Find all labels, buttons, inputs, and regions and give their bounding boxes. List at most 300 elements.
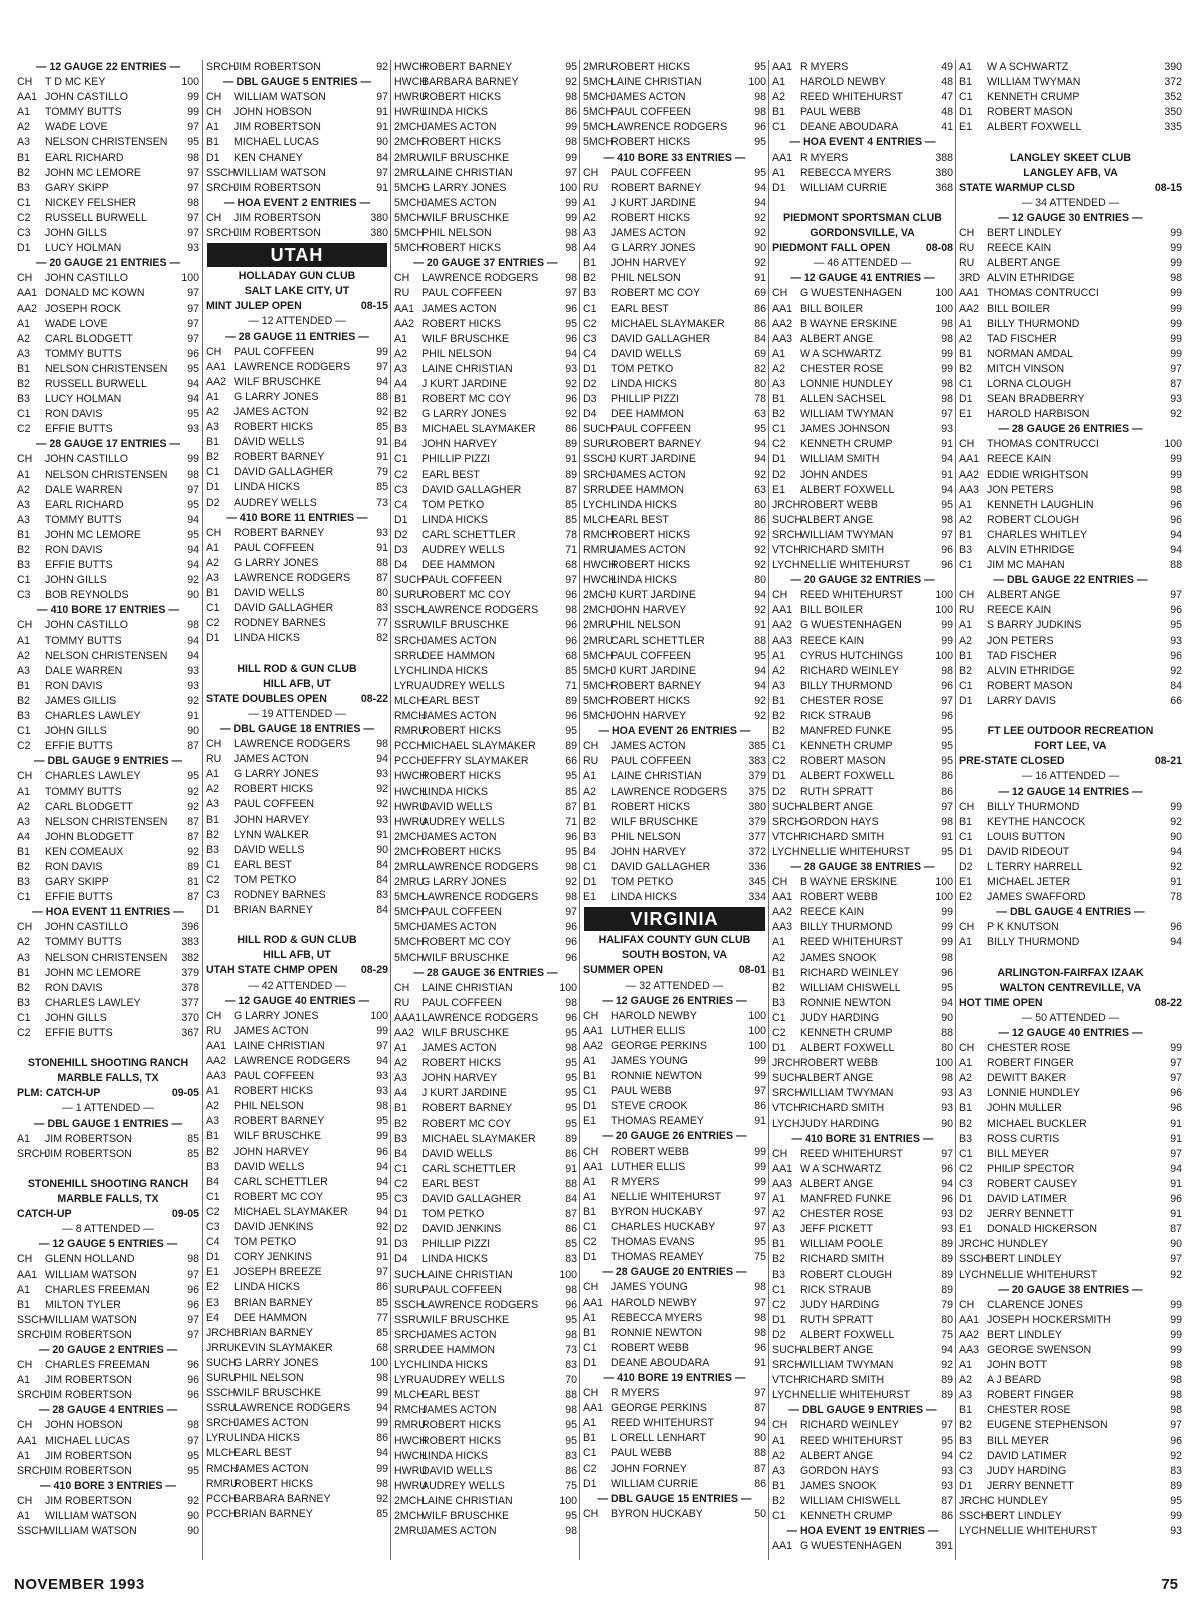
shooter-name: DAVID GALLAGHER — [611, 860, 711, 873]
shooter-name: WILLIAM WATSON — [234, 91, 326, 104]
shooter-name: BARBARA BARNEY — [422, 76, 519, 89]
shooter-name: ROBERT BARNEY — [234, 1115, 325, 1128]
result-row — [769, 754, 956, 769]
shooter-name: ROBERT HICKS — [422, 845, 502, 858]
score: 86 — [941, 770, 953, 783]
class-label: C1 — [959, 830, 973, 843]
shooter-name: DEWITT BAKER — [987, 1072, 1067, 1085]
class-label: CH — [206, 211, 222, 224]
score: 91 — [1170, 1117, 1182, 1130]
class-label: A2 — [206, 1100, 219, 1113]
shooter-name: LAWRENCE RODGERS — [234, 1402, 351, 1415]
result-row — [203, 1326, 391, 1341]
class-label: A2 — [206, 556, 219, 569]
score: 95 — [565, 1027, 577, 1039]
class-label: B3 — [17, 181, 30, 194]
class-label: E2 — [206, 1281, 219, 1294]
score: 77 — [376, 1311, 388, 1324]
score: 98 — [565, 136, 577, 149]
shooter-name: JAMES ACTON — [611, 227, 686, 240]
shooter-name: JOHN GILLS — [45, 227, 107, 240]
class-label: B1 — [394, 393, 407, 406]
class-label: CH — [959, 438, 975, 451]
shooter-name: JOHN HARVEY — [422, 438, 498, 451]
result-row — [203, 420, 391, 435]
result-row — [956, 1132, 1185, 1147]
result-row — [14, 1026, 202, 1041]
class-label: 5MCH — [394, 242, 425, 255]
shooter-name: C HUNDLEY — [987, 1494, 1049, 1507]
result-row — [391, 724, 580, 739]
result-row — [956, 407, 1185, 422]
shooter-name: JOHN FORNEY — [611, 1462, 687, 1475]
class-label: C1 — [206, 858, 220, 871]
class-label: PCCH — [206, 1492, 237, 1505]
score: 96 — [565, 936, 577, 949]
result-row — [391, 588, 580, 603]
score: 100 — [935, 649, 953, 662]
result-row — [203, 541, 391, 556]
shooter-name: ROBERT WEBB — [611, 1145, 689, 1158]
class-label: C2 — [17, 740, 31, 753]
shooter-name: G LARRY JONES — [422, 876, 507, 889]
result-row — [391, 90, 580, 105]
score: 367 — [181, 1027, 199, 1039]
score: 87 — [565, 483, 577, 496]
class-label: C1 — [583, 1085, 597, 1098]
score: 99 — [754, 1160, 766, 1173]
score: 379 — [748, 815, 766, 828]
class-label: SRCH — [206, 227, 237, 240]
class-label: D3 — [394, 1238, 408, 1251]
score: 99 — [376, 1130, 388, 1143]
score: 388 — [935, 151, 953, 164]
score: 90 — [1170, 1238, 1182, 1251]
class-label: CH — [394, 272, 410, 285]
class-label: C2 — [206, 617, 220, 630]
result-row — [391, 1328, 580, 1343]
score: 91 — [376, 541, 388, 554]
score: 97 — [376, 1039, 388, 1052]
score: 88 — [754, 1447, 766, 1460]
result-row — [203, 151, 391, 166]
score: 91 — [376, 1236, 388, 1249]
shooter-name: RON DAVIS — [45, 981, 103, 994]
result-row — [580, 1401, 769, 1416]
score: 92 — [376, 783, 388, 796]
score: 94 — [376, 1160, 388, 1173]
shooter-name: REECE KAIN — [987, 604, 1052, 617]
shooter-name: JOHN GILLS — [45, 725, 107, 738]
class-label: 2MRU — [583, 61, 614, 73]
result-row — [769, 1313, 956, 1328]
class-label: C2 — [772, 438, 786, 451]
result-row — [203, 1175, 391, 1190]
class-label: C4 — [394, 498, 408, 511]
shooter-name: ROBERT HICKS — [422, 1434, 502, 1447]
shooter-name: JAMES SWAFFORD — [987, 891, 1086, 904]
class-label: B1 — [206, 587, 219, 600]
shooter-name: JOHN HARVEY — [234, 813, 310, 826]
class-label: A2 — [772, 664, 785, 677]
result-row — [391, 679, 580, 694]
shooter-name: STEVE CROOK — [611, 1100, 688, 1113]
result-row — [769, 286, 956, 301]
class-label: 5MCH — [394, 891, 425, 904]
shooter-name: GEORGE PERKINS — [611, 1402, 707, 1415]
score: 66 — [1170, 694, 1182, 707]
score: 92 — [187, 694, 199, 707]
class-label: LYCH — [394, 664, 422, 677]
class-label: AA1 — [772, 1162, 793, 1175]
gauge-heading: — 28 GAUGE 38 ENTRIES — — [790, 860, 935, 873]
class-label: 2MRU — [583, 619, 614, 632]
score: 100 — [935, 589, 953, 602]
score: 71 — [565, 679, 577, 692]
result-row — [580, 1084, 769, 1099]
shooter-name: JOHN MC LEMORE — [45, 166, 141, 179]
score: 85 — [187, 1132, 199, 1145]
score: 100 — [1164, 438, 1182, 451]
class-label: D3 — [394, 544, 408, 556]
class-label: C1 — [583, 1221, 597, 1234]
shooter-name: PHILLIP PIZZI — [422, 453, 491, 466]
class-label: C4 — [583, 347, 597, 360]
shooter-name: BILLY THURMOND — [800, 921, 893, 934]
class-label: A3 — [17, 136, 30, 149]
result-row — [14, 1268, 202, 1283]
score: 99 — [187, 453, 199, 466]
result-row — [203, 1205, 391, 1220]
score: 85 — [565, 1238, 577, 1251]
result-row — [956, 286, 1185, 301]
result-row — [14, 769, 202, 784]
score: 84 — [376, 151, 388, 164]
shooter-name: CARL BLODGETT — [45, 332, 133, 345]
class-label: A2 — [959, 332, 972, 345]
score: 85 — [376, 1326, 388, 1339]
shooter-name: KENNETH LAUGHLIN — [987, 498, 1094, 511]
class-label: A3 — [206, 1115, 219, 1128]
class-label: A1 — [583, 1175, 596, 1188]
score: 100 — [181, 272, 199, 285]
result-row — [391, 226, 580, 241]
result-row — [956, 75, 1185, 90]
class-label: A2 — [17, 936, 30, 949]
class-label: AA2 — [959, 468, 980, 481]
shooter-name: PHILLIP PIZZI — [611, 393, 680, 406]
result-row — [769, 422, 956, 437]
score: 99 — [1170, 1328, 1182, 1341]
shooter-name: JOHN CASTILLO — [45, 921, 129, 934]
shooter-name: B WAYNE ERSKINE — [800, 317, 898, 330]
result-row — [391, 860, 580, 875]
result-row — [580, 498, 769, 513]
score: 335 — [1164, 121, 1182, 134]
class-label: E3 — [206, 1296, 219, 1309]
club-heading: GORDONSVILLE, VA — [810, 227, 915, 240]
result-row — [14, 573, 202, 588]
shooter-name: JEFFRY SLAYMAKER — [422, 755, 529, 768]
class-label: B3 — [17, 876, 30, 889]
score: 92 — [754, 694, 766, 707]
shooter-name: W A SCHWARTZ — [987, 61, 1069, 73]
score: 380 — [748, 800, 766, 813]
result-row — [769, 437, 956, 452]
class-label: C1 — [206, 466, 220, 479]
shooter-name: PHILIP SPECTOR — [987, 1162, 1075, 1175]
score: 92 — [754, 227, 766, 240]
class-label: AA2 — [772, 906, 793, 919]
shooter-name: DAVID GALLAGHER — [422, 483, 522, 496]
score: 95 — [941, 725, 953, 738]
score: 368 — [935, 181, 953, 194]
result-row — [203, 1507, 391, 1522]
result-row — [14, 860, 202, 875]
result-row — [14, 90, 202, 105]
gauge-heading: — DBL GAUGE 9 ENTRIES — — [33, 755, 183, 768]
class-label: D1 — [959, 1479, 973, 1492]
score: 71 — [565, 544, 577, 556]
shooter-name: ROBERT CLOUGH — [987, 513, 1080, 526]
shooter-name: JAMES ACTON — [422, 1042, 497, 1055]
shooter-name: AUDREY WELLS — [422, 815, 505, 828]
score: 97 — [187, 317, 199, 330]
score: 83 — [565, 1253, 577, 1266]
score: 97 — [187, 1434, 199, 1447]
class-label: B1 — [17, 1298, 30, 1311]
class-label: C1 — [772, 423, 786, 436]
score: 98 — [565, 1328, 577, 1341]
score: 98 — [376, 1100, 388, 1113]
result-row — [580, 890, 769, 905]
class-label: AA3 — [772, 921, 793, 934]
score: 98 — [376, 1371, 388, 1384]
class-label: C2 — [772, 1298, 786, 1311]
class-label: B1 — [583, 1326, 596, 1339]
result-row — [580, 105, 769, 120]
score: 98 — [565, 272, 577, 285]
score: 92 — [754, 604, 766, 617]
shooter-name: A J BEARD — [987, 1374, 1042, 1387]
result-row — [769, 483, 956, 498]
result-row — [956, 1192, 1185, 1207]
score: 94 — [376, 1175, 388, 1188]
score: 89 — [941, 1238, 953, 1251]
class-label: 5MCH — [583, 106, 614, 119]
result-row — [956, 1373, 1185, 1388]
shooter-name: LONNIE HUNDLEY — [987, 1087, 1081, 1100]
shooter-name: CARL SCHETTLER — [234, 1175, 328, 1188]
class-label: LYCH — [772, 845, 800, 858]
club-heading: WALTON CENTREVILLE, VA — [999, 981, 1142, 994]
shooter-name: JOHN ANDES — [800, 468, 868, 481]
class-label: RU — [583, 755, 599, 768]
score: 70 — [565, 1374, 577, 1387]
score: 98 — [754, 91, 766, 104]
class-label: HWCH — [394, 76, 427, 89]
result-row — [580, 558, 769, 573]
shooter-name: REED WHITEHURST — [800, 589, 903, 602]
attendance: — 12 ATTENDED — — [248, 315, 346, 328]
gauge-heading: — 12 GAUGE 5 ENTRIES — — [38, 1238, 178, 1251]
class-label: B2 — [17, 694, 30, 707]
score: 87 — [187, 740, 199, 753]
class-label: RU — [394, 996, 410, 1009]
section-spacer — [203, 646, 391, 661]
event-title — [956, 996, 1185, 1011]
score: 350 — [1164, 106, 1182, 119]
result-row — [580, 1326, 769, 1341]
result-row — [769, 1086, 956, 1101]
gauge-heading: — 28 GAUGE 4 ENTRIES — — [38, 1404, 178, 1417]
score: 91 — [754, 1356, 766, 1369]
class-label: B3 — [394, 423, 407, 436]
result-row — [203, 1235, 391, 1250]
shooter-name: LAWRENCE RODGERS — [422, 604, 539, 617]
result-row — [14, 120, 202, 135]
result-row — [956, 830, 1185, 845]
result-row — [203, 166, 391, 181]
result-row — [391, 513, 580, 528]
class-label: D1 — [394, 513, 408, 526]
result-row — [769, 302, 956, 317]
result-row — [391, 815, 580, 830]
class-label: VTCH — [772, 1102, 801, 1115]
shooter-name: KENNETH CRUMP — [987, 91, 1080, 104]
score: 93 — [376, 1085, 388, 1098]
result-row — [769, 1207, 956, 1222]
shooter-name: TOM PETKO — [422, 498, 485, 511]
class-label: SRRU — [394, 1343, 425, 1356]
shooter-name: ALBERT FOXWELL — [800, 483, 895, 496]
result-row — [14, 211, 202, 226]
result-row — [769, 377, 956, 392]
result-row — [203, 1054, 391, 1069]
score: 93 — [187, 423, 199, 436]
score: 99 — [376, 1417, 388, 1430]
result-row — [14, 739, 202, 754]
shooter-name: LAWRENCE RODGERS — [422, 860, 539, 873]
score: 99 — [376, 1462, 388, 1475]
class-label: SSCH — [959, 1510, 989, 1522]
class-label: B1 — [959, 649, 972, 662]
class-label: HWCH — [394, 61, 427, 73]
shooter-name: MICHAEL LUCAS — [45, 1434, 130, 1447]
score: 91 — [376, 181, 388, 194]
result-row — [391, 437, 580, 452]
class-label: LYRU — [394, 1374, 422, 1387]
results-column — [14, 60, 202, 1560]
gauge-heading: — 410 BORE 3 ENTRIES — — [40, 1479, 176, 1492]
gauge-heading: — 410 BORE 31 ENTRIES — — [791, 1132, 934, 1145]
class-label: 2MRU — [583, 634, 614, 647]
result-row — [203, 1114, 391, 1129]
shooter-name: LAINE CHRISTIAN — [611, 76, 702, 89]
score: 89 — [941, 1253, 953, 1266]
class-label: A2 — [772, 362, 785, 375]
score: 84 — [376, 873, 388, 886]
shooter-name: CHARLES HUCKABY — [611, 1221, 716, 1234]
shooter-name: LINDA HICKS — [611, 498, 677, 511]
class-label: 2MCH — [394, 136, 425, 149]
shooter-name: DAVID JENKINS — [422, 1223, 502, 1236]
result-row — [769, 513, 956, 528]
class-label: E2 — [959, 891, 972, 904]
class-label: 2MCH — [394, 1510, 425, 1522]
class-label: AA1 — [772, 302, 793, 315]
result-row — [203, 405, 391, 420]
result-row — [580, 407, 769, 422]
shooter-name: MICHAEL JETER — [987, 876, 1071, 889]
score: 372 — [1164, 76, 1182, 89]
class-label: B1 — [17, 845, 30, 858]
class-label: D1 — [959, 845, 973, 858]
result-row — [956, 1509, 1185, 1524]
shooter-name: G WUESTENHAGEN — [800, 619, 902, 632]
result-row — [769, 815, 956, 830]
score: 97 — [754, 1387, 766, 1400]
score: 92 — [1170, 860, 1182, 873]
result-row — [391, 1479, 580, 1494]
shooter-name: JIM ROBERTSON — [45, 1389, 132, 1402]
class-label: 2MCH — [394, 830, 425, 843]
gauge-heading: — 20 GAUGE 21 ENTRIES — — [35, 257, 181, 270]
shooter-name: RON DAVIS — [45, 860, 103, 873]
shooter-name: JAMES ACTON — [422, 710, 497, 723]
result-row — [14, 1328, 202, 1343]
attendance: — 32 ATTENDED — — [625, 979, 724, 992]
shooter-name: CHARLES WHITLEY — [987, 528, 1088, 541]
shooter-name: WILF BRUSCHKE — [422, 1027, 510, 1039]
class-label: AA2 — [17, 302, 38, 315]
result-row — [580, 468, 769, 483]
result-row — [769, 679, 956, 694]
score: 99 — [1170, 227, 1182, 240]
class-label: C1 — [206, 602, 220, 615]
class-label: D2 — [772, 1328, 786, 1341]
result-row — [580, 679, 769, 694]
result-row — [391, 996, 580, 1011]
class-label: C1 — [394, 453, 408, 466]
result-row — [956, 1313, 1185, 1328]
result-row — [391, 196, 580, 211]
shooter-name: DEE HAMMON — [422, 559, 495, 572]
shooter-name: DAVID WELLS — [234, 843, 305, 856]
class-label: C1 — [17, 196, 31, 209]
class-label: B1 — [583, 1070, 596, 1083]
shooter-name: WILLIAM WATSON — [45, 1313, 137, 1326]
class-label: D1 — [772, 770, 786, 783]
class-label: LYCH — [394, 1359, 422, 1372]
shooter-name: PAUL COFFEEN — [422, 1283, 503, 1296]
class-label: C1 — [959, 377, 973, 390]
class-label: C3 — [583, 332, 597, 345]
score: 91 — [565, 453, 577, 466]
attendance: — 46 ATTENDED — — [813, 257, 912, 270]
class-label: C1 — [959, 679, 973, 692]
result-row — [391, 890, 580, 905]
result-row — [14, 105, 202, 120]
score: 98 — [565, 860, 577, 873]
score: 98 — [1170, 1389, 1182, 1402]
class-label: SUCH — [772, 1343, 803, 1356]
gauge-heading: — 28 GAUGE 20 ENTRIES — — [602, 1266, 747, 1279]
score: 99 — [1170, 1042, 1182, 1055]
result-row — [14, 1494, 202, 1509]
shooter-name: LINDA HICKS — [422, 664, 488, 677]
class-label: AA2 — [583, 1039, 604, 1052]
